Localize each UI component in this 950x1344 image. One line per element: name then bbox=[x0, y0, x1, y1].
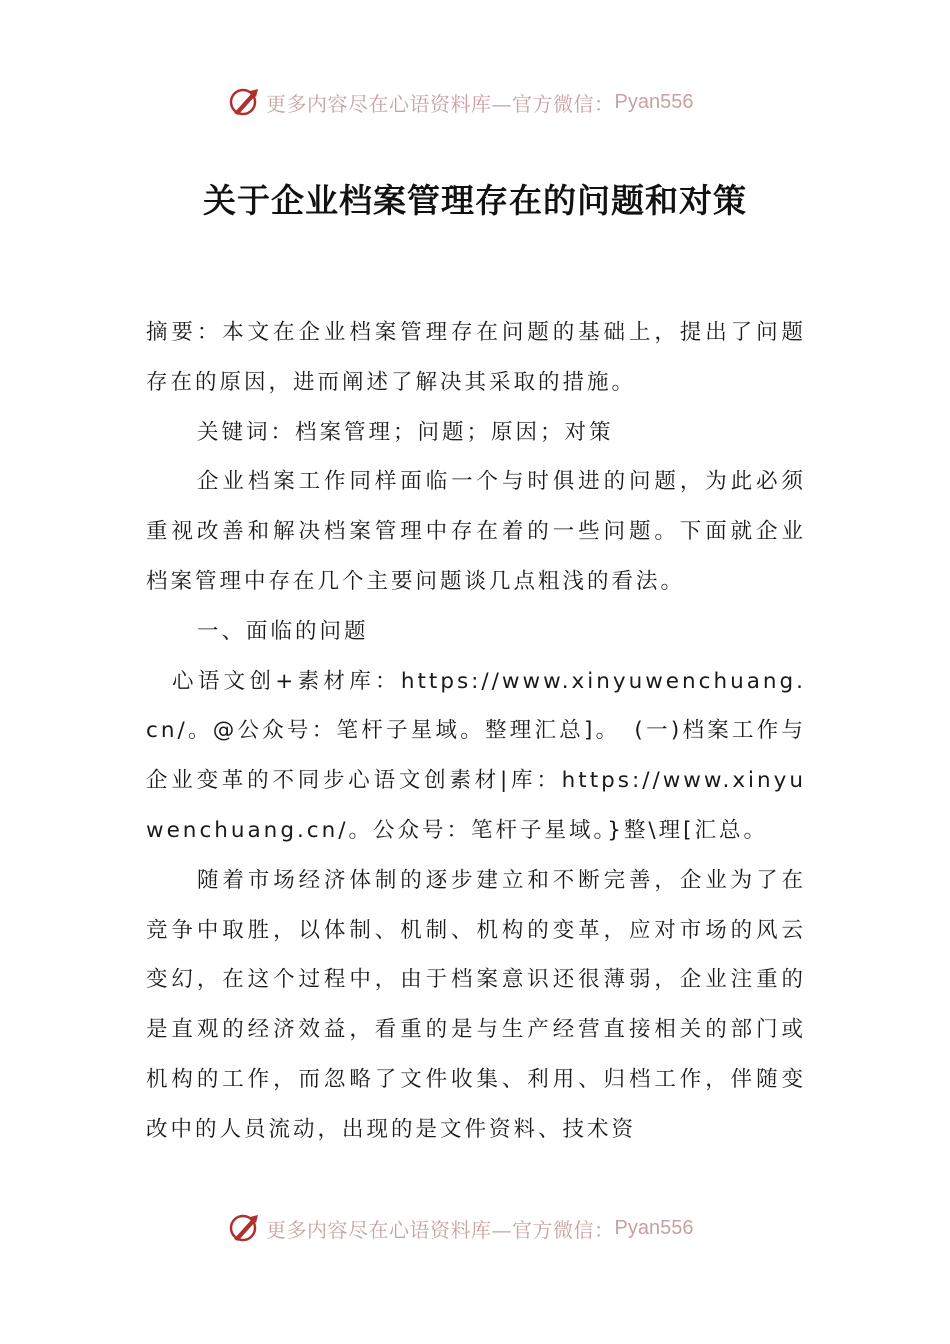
banner-wechat-id: Pyan556 bbox=[614, 90, 694, 113]
intro-paragraph: 企业档案工作同样面临一个与时俱进的问题，为此必须重视改善和解决档案管理中存在着的一些问题。下面就企业档案管理中存在几个主要问题谈几点粗浅的看法。 bbox=[146, 469, 806, 594]
pen-logo-icon bbox=[228, 85, 262, 119]
footer-watermark-banner bbox=[228, 1208, 728, 1248]
section-heading: 一、面临的问题 bbox=[197, 618, 369, 644]
document-title: 关于企业档案管理存在的问题和对策 bbox=[203, 181, 747, 220]
pen-logo-icon bbox=[228, 1211, 262, 1245]
header-watermark-banner bbox=[228, 82, 728, 122]
watermark-paragraph: 心语文创+素材库：https://www.xinyuwenchuang.cn/。@公众号：笔杆子星域。整理汇总]。 (一)档案工作与企业变革的不同步心语文创素材|库：https://www.xinyuwenchuang.cn/。公众号：笔杆子星域。}整\理[汇总。 bbox=[146, 668, 806, 843]
banner-wechat-id: Pyan556 bbox=[614, 1216, 694, 1239]
banner-text: 更多内容尽在心语资料库—官方微信： bbox=[266, 1217, 615, 1242]
document-body bbox=[146, 308, 806, 1155]
banner-text: 更多内容尽在心语资料库—官方微信： bbox=[266, 91, 615, 116]
body-paragraph: 随着市场经济体制的逐步建立和不断完善，企业为了在竞争中取胜，以体制、机制、机构的变革，应对市场的风云变幻，在这个过程中，由于档案意识还很薄弱，企业注重的是直观的经济效益，看重的是与生产经营直接相关的部门或机构的工作，而忽略了文件收集、利用、归档工作，伴随变改中的人员流动，出现的是文件资料、技术资 bbox=[146, 867, 806, 1142]
keywords-paragraph: 关键词：档案管理；问题；原因；对策 bbox=[197, 419, 614, 445]
abstract-paragraph: 摘要：本文在企业档案管理存在问题的基础上，提出了问题存在的原因，进而阐述了解决其采取的措施。 bbox=[146, 320, 806, 395]
